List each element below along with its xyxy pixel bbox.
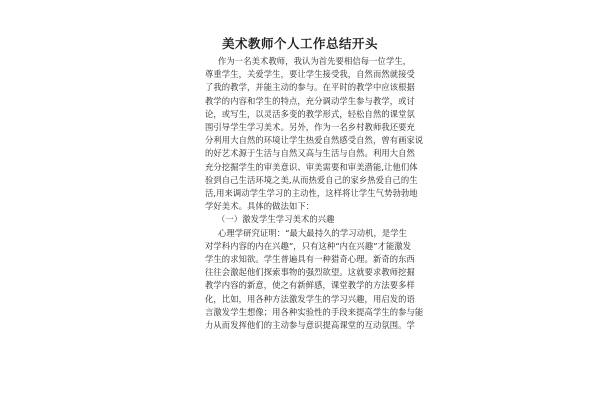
paragraph-line: 论，或写生，以灵活多变的教学形式，轻松自然的课堂氛 (205, 108, 415, 119)
paragraph-line: 学好美术。具体的做法如下： (205, 201, 315, 212)
paragraph-line: 围引导学生学习美术。另外，作为一名乡村教师我还要充 (205, 122, 415, 132)
paragraph-line: 化，比如，用各种方法激发学生的学习兴趣，用启发的语 (205, 293, 415, 304)
paragraph-line: 活,用来调动学生学习的主动性，这样将让学生气势勃勃地 (205, 188, 418, 198)
paragraph-line: 力从而发挥他们的主动参与意识提高课堂的互动氛围。学 (205, 320, 415, 330)
paragraph-line: 了我的教学，并能主动的参与。在平时的教学中应该根据 (205, 82, 415, 93)
paragraph-line: 尊重学生，关爱学生，要让学生接受我，自然而然就接受 (205, 69, 415, 80)
paragraph-line: 学生的求知欲。学生普遍具有一种猎奇心理。新奇的东西 (205, 254, 415, 264)
paragraph-line: 充分挖掘学生的审美意识、审美需要和审美潜能,让他们体 (205, 161, 418, 172)
paragraph-line: 心理学研究证明：“最大最持久的学习动机，是学生 (218, 227, 408, 238)
section-heading: （一）激发学生学习美术的兴趣 (217, 214, 335, 225)
paragraph-line: 对学科内容的内在兴趣”，只有这种“内在兴趣”才能激发 (205, 240, 412, 251)
paragraph-line: 作为一名美术教师，我认为首先要相信每一位学生， (218, 56, 412, 66)
paragraph-line: 分利用大自然的环境让学生热爱自然感受自然，曾有画家说 (205, 135, 424, 146)
paragraph-line: 验到自己生活环境之美,从而热爱自己的家乡热爱自己的生 (205, 174, 418, 185)
paragraph-line: 教学的内容和学生的特点，充分调动学生参与教学，或讨 (205, 95, 415, 106)
paragraph-line: 往往会激起他们探索事物的强烈欲望。这就要求教师挖掘 (205, 267, 415, 278)
paragraph-line: 言激发学生想像；用各种实验性的手段来提高学生的参与能 (205, 306, 424, 317)
paragraph-line: 教学内容的新意，使之有新鲜感，课堂教学的方法要多样 (205, 280, 415, 291)
document-title: 美术教师个人工作总结开头 (221, 36, 378, 51)
paragraph-line: 的好艺术源于生活与自然又高与生活与自然。利用大自然 (205, 148, 415, 159)
